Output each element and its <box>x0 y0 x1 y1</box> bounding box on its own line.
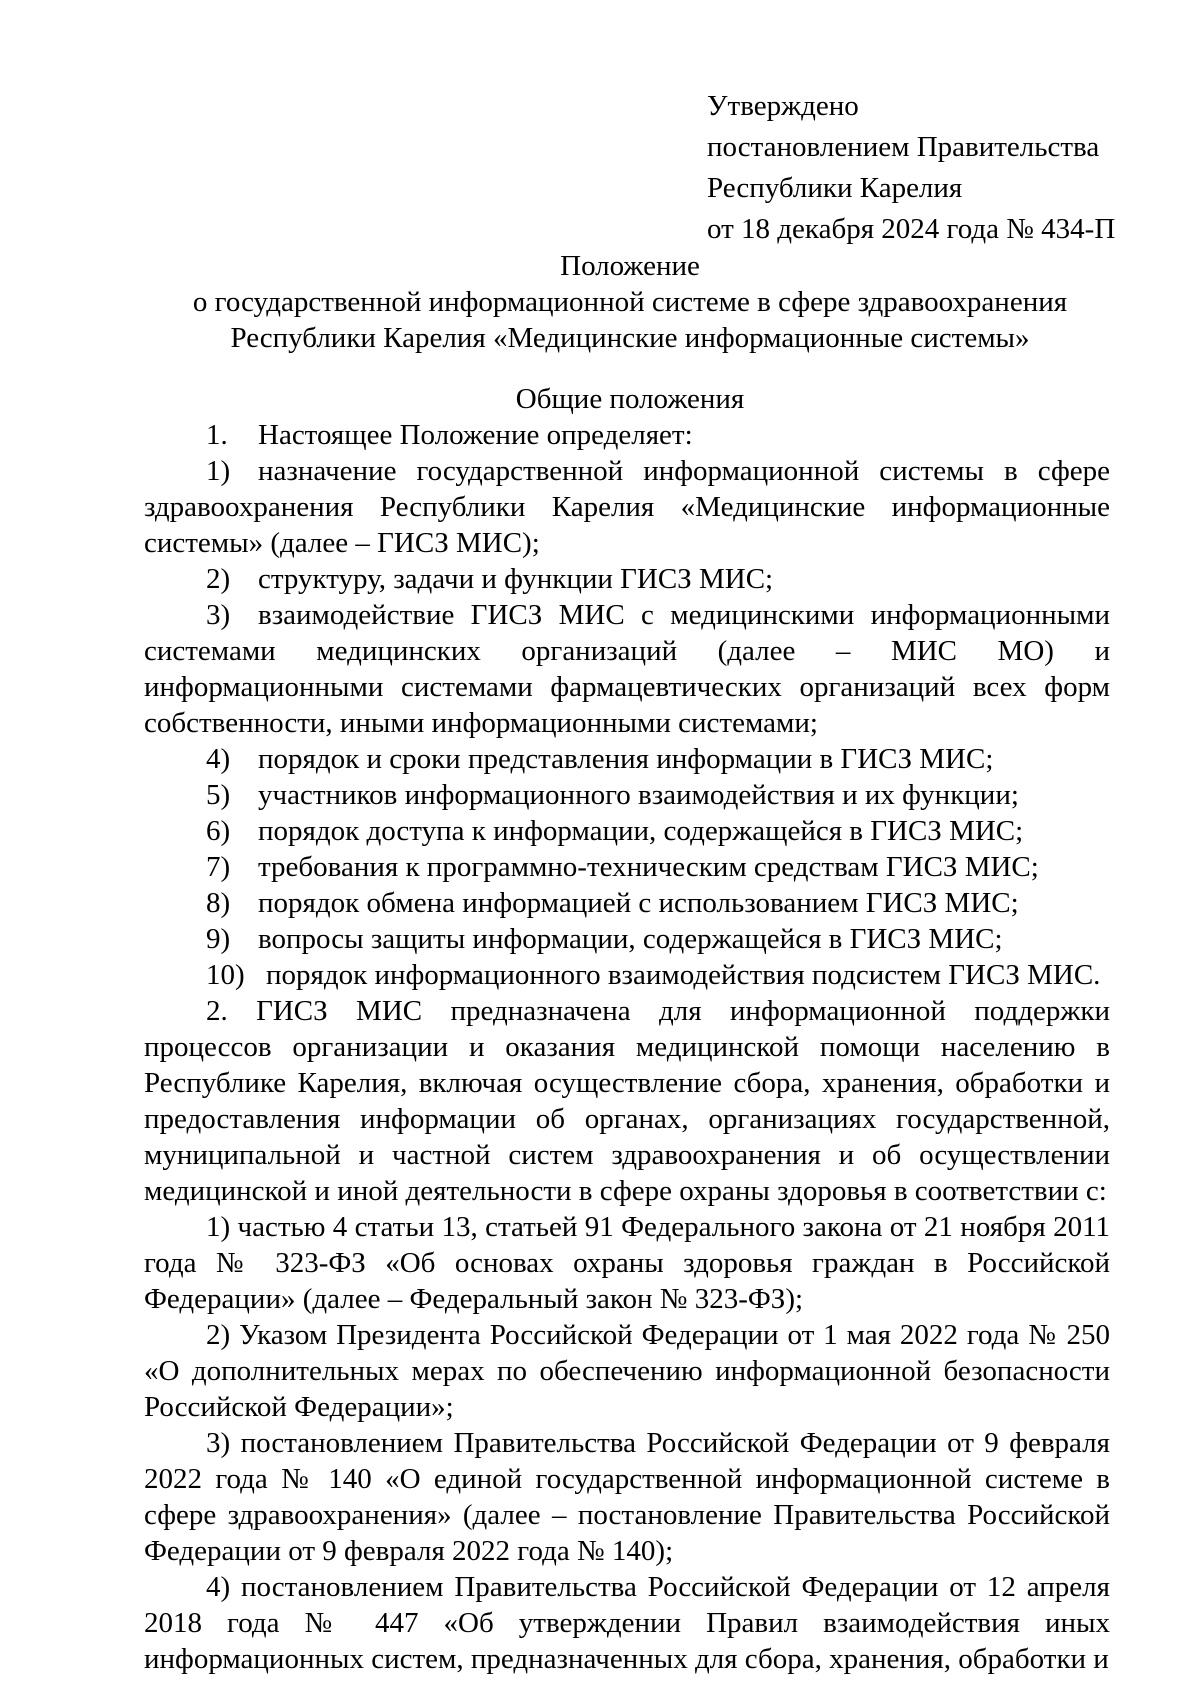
section-title: Общие положения <box>515 383 745 415</box>
list-item-text: взаимодействие ГИСЗ МИС с медицинскими информационными системами медицинских организаций (далее – МИС МО) и информационными системами фармацевтических организаций всех форм собственности, иными информационными системами; <box>144 599 1110 739</box>
list-item-text: порядок и сроки представления информации в ГИСЗ МИС; <box>258 743 994 775</box>
list-item-number: 4) <box>206 743 231 775</box>
document-body <box>144 381 1110 1677</box>
document-subtitle-line: о государственной информационной системе в сфере здравоохранения <box>192 286 1068 318</box>
list-item <box>144 597 1110 741</box>
list-item <box>144 849 1110 885</box>
list-item-number: 6) <box>206 815 231 847</box>
list-item-text: вопросы защиты информации, содержащейся в ГИСЗ МИС; <box>258 923 1003 955</box>
list-item-number: 7) <box>206 851 231 883</box>
list-item-number: 9) <box>206 923 231 955</box>
list-item <box>144 957 1110 993</box>
approval-block <box>707 86 1167 250</box>
list-item <box>144 921 1110 957</box>
paragraph-number: 1. <box>206 419 228 451</box>
list-item-number: 1) <box>206 455 231 487</box>
list-item <box>144 813 1110 849</box>
reference-item: 4) постановлением Правительства Российской Федерации от 12 апреля 2018 года № 447 «Об утверждении Правил взаимодействия иных информационных систем, предназначенных для сбора, хранения, обработки и <box>144 1571 1110 1675</box>
list-item-number: 10) <box>206 959 245 991</box>
list-item-text: порядок информационного взаимодействия подсистем ГИСЗ МИС. <box>266 959 1101 991</box>
approval-line: Республики Карелия <box>707 172 963 204</box>
list-item <box>144 561 1110 597</box>
list-item-text: назначение государственной информационной системы в сфере здравоохранения Республики Карелия «Медицинские информационные системы» (далее – ГИСЗ МИС); <box>144 455 1110 559</box>
document-title: Положение <box>560 250 700 282</box>
list-item-text: участников информационного взаимодействия и их функции; <box>258 779 1019 811</box>
reference-item: 2) Указом Президента Российской Федерации от 1 мая 2022 года № 250 «О дополнительных мерах по обеспечению информационной безопасности Российской Федерации»; <box>144 1319 1110 1423</box>
paragraph-1 <box>144 417 1110 453</box>
reference-item: 1) частью 4 статьи 13, статьей 91 Федерального закона от 21 ноября 2011 года № 323-ФЗ «Об основах охраны здоровья граждан в Российской Федерации» (далее – Федеральный закон № 323-ФЗ); <box>144 1211 1110 1315</box>
list-item-number: 5) <box>206 779 231 811</box>
list-item <box>144 885 1110 921</box>
paragraph-2: 2. ГИСЗ МИС предназначена для информационной поддержки процессов организации и оказания медицинской помощи населению в Республике Карелия, включая осуществление сбора, хранения, обработки и предоставления информации об органах, организациях государственной, муниципальной и частной систем здравоохранения и об осуществлении медицинской и иной деятельности в сфере охраны здоровья в соответствии с: <box>144 995 1110 1207</box>
list-item <box>144 741 1110 777</box>
approval-line: постановлением Правительства <box>707 131 1100 163</box>
list-item <box>144 453 1110 561</box>
list-item-text: структуру, задачи и функции ГИСЗ МИС; <box>258 563 774 595</box>
list-item <box>144 777 1110 813</box>
list-item-text: порядок обмена информацией с использованием ГИСЗ МИС; <box>258 887 1019 919</box>
paragraph-text: Настоящее Положение определяет: <box>258 419 693 451</box>
document-heading <box>0 248 1200 356</box>
reference-item: 3) постановлением Правительства Российской Федерации от 9 февраля 2022 года № 140 «О единой государственной информационной системе в сфере здравоохранения» (далее – постановление Правительства Российской Федерации от 9 февраля 2022 года № 140); <box>144 1427 1110 1567</box>
document-subtitle-line: Республики Карелия «Медицинские информационные системы» <box>230 322 1030 354</box>
list-item-number: 8) <box>206 887 231 919</box>
approval-line: Утверждено <box>707 90 859 122</box>
list-item-text: требования к программно-техническим средствам ГИСЗ МИС; <box>258 851 1039 883</box>
list-item-number: 3) <box>206 599 231 631</box>
approval-line: от 18 декабря 2024 года № 434-П <box>707 213 1116 245</box>
list-item-number: 2) <box>206 563 231 595</box>
list-item-text: порядок доступа к информации, содержащейся в ГИСЗ МИС; <box>258 815 1024 847</box>
